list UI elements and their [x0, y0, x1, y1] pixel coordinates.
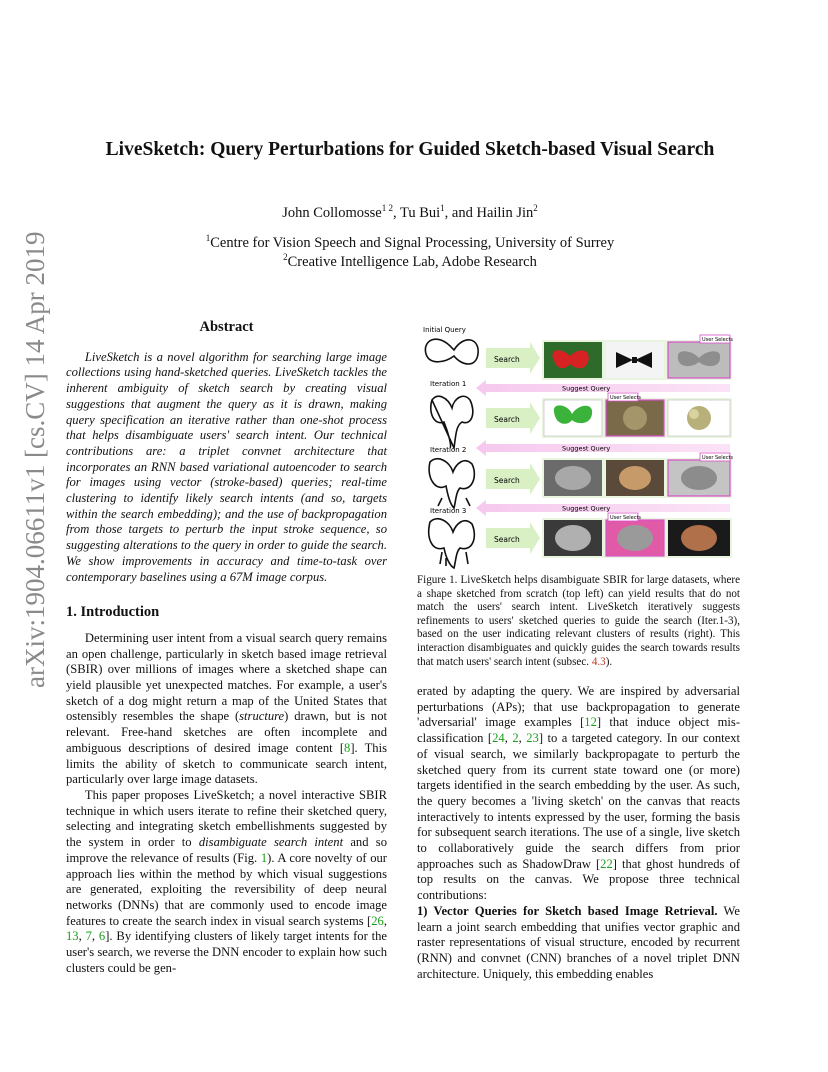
arxiv-stamp — [10, 190, 60, 690]
text-run: ). A core novelty of our approach lies within the method by which visual suggestions are generated, exploiting the reversibility of deep neural networks (DNNs) that are commonly used to encode image features to create the search index in visual search systems [ — [66, 850, 387, 928]
abstract-heading: Abstract — [199, 319, 254, 335]
sketch-bowtie — [425, 339, 478, 364]
figure-caption — [417, 574, 740, 669]
search-arrow-row-4 — [486, 522, 540, 554]
paper-title: LiveSketch: Query Perturbations for Guided Sketch-based Visual Search — [105, 139, 715, 160]
initial-query-label: Initial Query — [423, 326, 466, 334]
intro-paragraph-2 — [66, 788, 387, 976]
text-run: Figure 1. LiveSketch helps disambiguate SBIR for large datasets, where a shape sketched from scratch (top left) can yield results that do not match the users' search intent. LiveSketch iteratively suggests refinements to users' sketched queries to guide the search (Iter.1-3), based on the user indicating relevant clusters of results (right). This interaction disambiguates and quickly guides the search towards results that match users' search intent (subsec. — [417, 574, 740, 668]
citation-link[interactable]: 26 — [371, 913, 384, 928]
citation-link[interactable]: 13 — [66, 929, 79, 944]
text-run: ) drawn, but is not relevant. Free-hand sketches are often incomplete and ambiguous descriptions of desired image content [ — [66, 709, 388, 755]
left-column — [66, 318, 387, 976]
text-run: and so improve the relevance of results (Fig. — [66, 835, 387, 865]
separator: , — [504, 731, 513, 746]
text-run: Determining user intent from a visual search query remains an open challenge, particularly in sketch based image retrieval (SBIR) over millions of images where a sketched shape can yield plausible yet unexpected matches. For example, a user's sketch of a dog might return a map of the United States that ostensibly resembles the shape ( — [66, 630, 387, 724]
citation-link[interactable]: 6 — [98, 929, 106, 944]
right-column — [417, 684, 740, 982]
affiliation-mark: 2 — [283, 252, 288, 263]
search-label: Search — [494, 355, 520, 364]
text-run: This paper proposes LiveSketch; a novel interactive SBIR technique in which users iterate to refine their sketched query, selecting and integrating sketch embellishments suggested by the system in order to — [66, 787, 387, 850]
results-row-4 — [542, 513, 732, 558]
suggest-arrow-3 — [476, 500, 730, 516]
search-label: Search — [494, 415, 520, 424]
affiliation-mark: 1 — [205, 233, 211, 244]
citation-link[interactable]: 8 — [344, 740, 351, 755]
arxiv-id: arXiv:1904.06611v1 [cs.CV] 14 Apr 2019 — [20, 231, 50, 688]
iteration-3-label: Iteration 3 — [430, 507, 467, 515]
citation-link[interactable]: 7 — [85, 929, 92, 944]
user-selects-label: User Selects — [702, 455, 734, 461]
suggest-arrow-1 — [476, 380, 730, 396]
text-run: ]. By identifying clusters of likely target intents for the user's search, we reverse the DNN encoder to explain how such clusters could be gen- — [66, 929, 388, 975]
citation-link[interactable]: 24 — [492, 731, 505, 746]
separator: , — [91, 929, 99, 944]
figure-link[interactable]: 1 — [260, 850, 268, 865]
author-list: John Collomosse$^{1 2}$, Tu Bui$^1$, and Hailin Jin$^2$ — [282, 203, 538, 221]
search-arrow-row-1 — [486, 342, 540, 374]
text-run: ] that ghost hundreds of top results on the canvas. We propose three technical contributions: — [417, 856, 740, 903]
results-row-3 — [542, 453, 733, 498]
search-label: Search — [494, 535, 520, 544]
user-selects-label: User Selects — [610, 395, 642, 401]
body-paragraph-2 — [417, 904, 740, 983]
figure-1 — [420, 322, 740, 572]
citation-link[interactable]: 22 — [600, 856, 613, 871]
text-run: ] that induce object mis-classification [ — [417, 715, 741, 746]
affiliation-text: Creative Intelligence Lab, Adobe Research — [287, 254, 537, 270]
author-affiliation-mark: 1 — [440, 203, 445, 214]
results-row-1 — [542, 335, 733, 380]
iteration-2-label: Iteration 2 — [430, 446, 467, 454]
text-run: We learn a joint search embedding that unifies vector graphic and raster representations of visual structure, encoded by recurrent (RNN) and convnet (CNN) branches of a novel triplet DNN architecture. Uniquely, this embedding enables — [417, 903, 740, 981]
affiliation-1 — [60, 235, 760, 252]
body-paragraph-1 — [417, 684, 740, 904]
text-run: ] to a targeted category. In our context of visual search, we similarly backpropagate to perturb the sketched query from its current state toward one (or more) targets identified in the search embedding by the user. As such, the query becomes a 'living sketch' on the canvas that reacts interactively to intents expressed by the user, forming the basis for subsequent search iterations. The use of a single, live sketch to collaboratively guide the search differs from prior approaches such as ShadowDraw [ — [417, 731, 741, 871]
text-run: ). — [605, 655, 613, 668]
text-run: ]. This limits the ability of sketch to communicate search intent, particularly over large image datasets. — [66, 740, 387, 787]
section-heading: 1. Introduction — [66, 604, 160, 621]
emphasis: disambiguate search intent — [198, 835, 344, 850]
citation-link[interactable]: 2 — [512, 731, 519, 746]
affiliation-2 — [60, 254, 760, 271]
author-affiliation-mark: 1 2 — [381, 203, 393, 214]
author-affiliation-mark: 2 — [533, 203, 538, 214]
suggest-query-label: Suggest Query — [562, 384, 611, 393]
abstract-body: LiveSketch is a novel algorithm for searching large image collections using hand-sketched queries. LiveSketch tackles the inherent ambiguity of sketch search by creating visual suggestions that augment the query as it is drawn, making query specification an iterative rather than one-shot process that helps disambiguate users' search intent. Our technical contributions are: a triplet convnet architecture that incorporates an RNN based variational autoencoder to search for images using vector (stroke-based) queries; real-time clustering to identify likely search intents (and so, targets within the search embedding); and the use of backpropagation from those targets to perturb the input stroke sequence, so suggesting alterations to the query in order to guide the search. We show improvements in accuracy and time-to-task over contemporary baselines using a 67M image corpus. — [66, 349, 387, 584]
text-run: erated by adapting the query. We are inspired by adversarial perturbations (APs); that use backpropagation to generate 'adversarial' image examples [ — [417, 684, 740, 730]
author-name: and Hailin Jin — [451, 205, 534, 221]
suggest-query-label: Suggest Query — [562, 444, 611, 453]
suggest-arrow-2 — [476, 440, 730, 456]
emphasis: structure — [239, 709, 285, 724]
intro-paragraph-1 — [66, 631, 387, 788]
sketch-iteration-1 — [431, 396, 473, 448]
separator: , — [383, 913, 387, 928]
iteration-1-label: Iteration 1 — [430, 380, 467, 388]
search-label: Search — [494, 476, 520, 485]
citation-link[interactable]: 12 — [584, 715, 597, 730]
citation-link[interactable]: 23 — [526, 731, 539, 746]
results-row-2 — [542, 393, 732, 438]
search-arrow-row-2 — [486, 402, 540, 434]
user-selects-label: User Selects — [610, 515, 642, 521]
sketch-iteration-3 — [429, 519, 475, 568]
sketch-iteration-2 — [429, 459, 474, 508]
author-name: John Collomosse — [282, 205, 382, 221]
search-arrow-row-3 — [486, 463, 540, 495]
separator: , — [78, 929, 86, 944]
section-link[interactable]: 4.3 — [591, 655, 606, 668]
author-name: Tu Bui — [399, 205, 441, 221]
suggest-query-label: Suggest Query — [562, 504, 611, 513]
contribution-heading: 1) Vector Queries for Sketch based Image Retrieval. — [417, 903, 718, 918]
separator: , — [518, 731, 527, 746]
affiliation-text: Centre for Vision Speech and Signal Processing, University of Surrey — [210, 235, 615, 251]
user-selects-label: User Selects — [702, 337, 734, 343]
